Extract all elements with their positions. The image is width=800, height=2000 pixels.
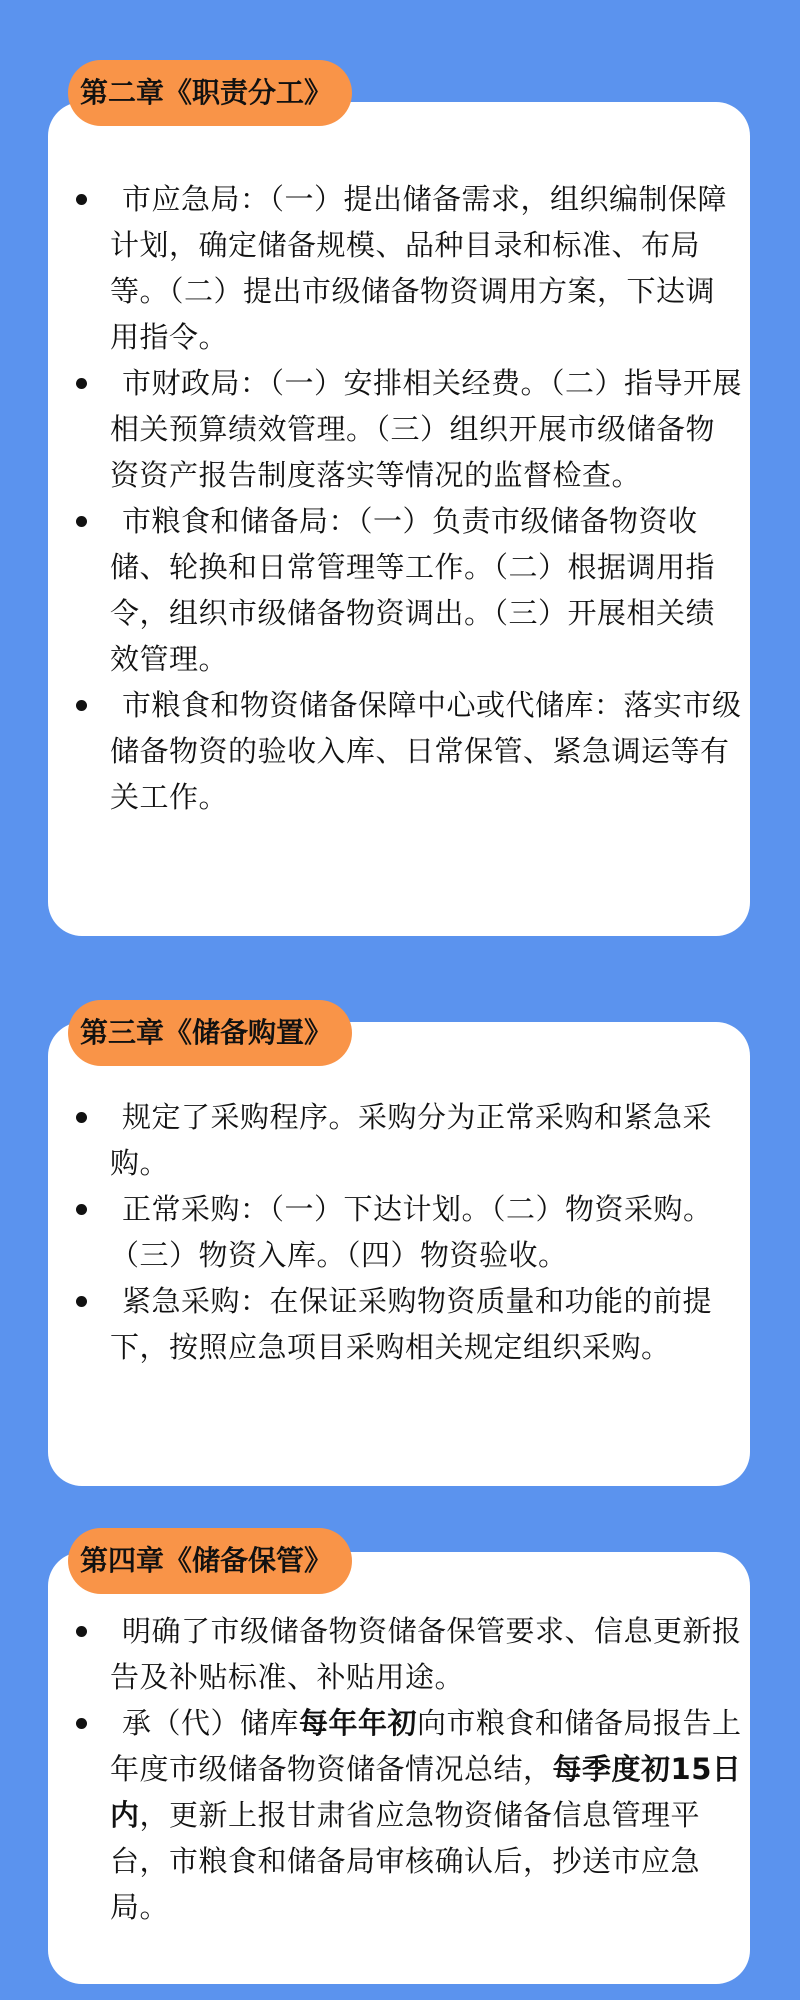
chapter-2-card (48, 102, 750, 936)
list-item-text: 市财政局：（一）安排相关经费。（二）指导开展相关预算绩效管理。（三）组织开展市级储备物资资产报告制度落实等情况的监督检查。 (110, 366, 743, 492)
list-item (48, 1608, 750, 1700)
list-item-text: 市粮食和物资储备保障中心或代储库：落实市级储备物资的验收入库、日常保管、紧急调运等有关工作。 (110, 688, 742, 814)
list-item (48, 1278, 750, 1370)
list-item (48, 176, 750, 360)
chapter-4-card (48, 1552, 750, 1984)
chapter-4-list (48, 1608, 750, 1930)
list-item (48, 498, 750, 682)
bullet-icon (76, 1204, 87, 1215)
list-item-text: 正常采购：（一）下达计划。（二）物资采购。（三）物资入库。（四）物资验收。 (110, 1192, 713, 1272)
bullet-icon (76, 194, 87, 205)
chapter-2-list (48, 176, 750, 820)
bullet-icon (76, 1718, 87, 1729)
list-item (48, 682, 750, 820)
list-item-text: 市应急局：（一）提出储备需求，组织编制保障计划，确定储备规模、品种目录和标准、布局等。（二）提出市级储备物资调用方案，下达调用指令。 (110, 182, 728, 354)
chapter-3-card (48, 1022, 750, 1486)
list-item (48, 1700, 750, 1930)
list-item-text: ，更新上报甘肃省应急物资储备信息管理平台，市粮食和储备局审核确认后，抄送市应急局。 (110, 1798, 701, 1924)
bullet-icon (76, 1112, 87, 1123)
list-item (48, 1186, 750, 1278)
list-item-text: 规定了采购程序。采购分为正常采购和紧急采购。 (110, 1100, 713, 1180)
emphasis-text: 每季度初15日内 (110, 1752, 742, 1832)
list-item-text: 市粮食和储备局：（一）负责市级储备物资收储、轮换和日常管理等工作。（二）根据调用指令，组织市级储备物资调出。（三）开展相关绩效管理。 (110, 504, 716, 676)
list-item-text: 承（代）储库 (122, 1706, 300, 1740)
bullet-icon (76, 1296, 87, 1307)
list-item-text: 向市粮食和储备局报告上年度市级储备物资储备情况总结， (110, 1706, 742, 1786)
chapter-4-tag: 第四章《储备保管》 (68, 1528, 352, 1594)
bullet-icon (76, 700, 87, 711)
chapter-3-list (48, 1094, 750, 1370)
emphasis-text: 每年年初 (299, 1706, 418, 1740)
bullet-icon (76, 1626, 87, 1637)
bullet-icon (76, 378, 87, 389)
list-item-text: 明确了市级储备物资储备保管要求、信息更新报告及补贴标准、补贴用途。 (110, 1614, 742, 1694)
list-item-text: 紧急采购：在保证采购物资质量和功能的前提下，按照应急项目采购相关规定组织采购。 (110, 1284, 713, 1364)
chapter-2-tag: 第二章《职责分工》 (68, 60, 352, 126)
list-item (48, 1094, 750, 1186)
bullet-icon (76, 516, 87, 527)
chapter-3-tag: 第三章《储备购置》 (68, 1000, 352, 1066)
list-item (48, 360, 750, 498)
